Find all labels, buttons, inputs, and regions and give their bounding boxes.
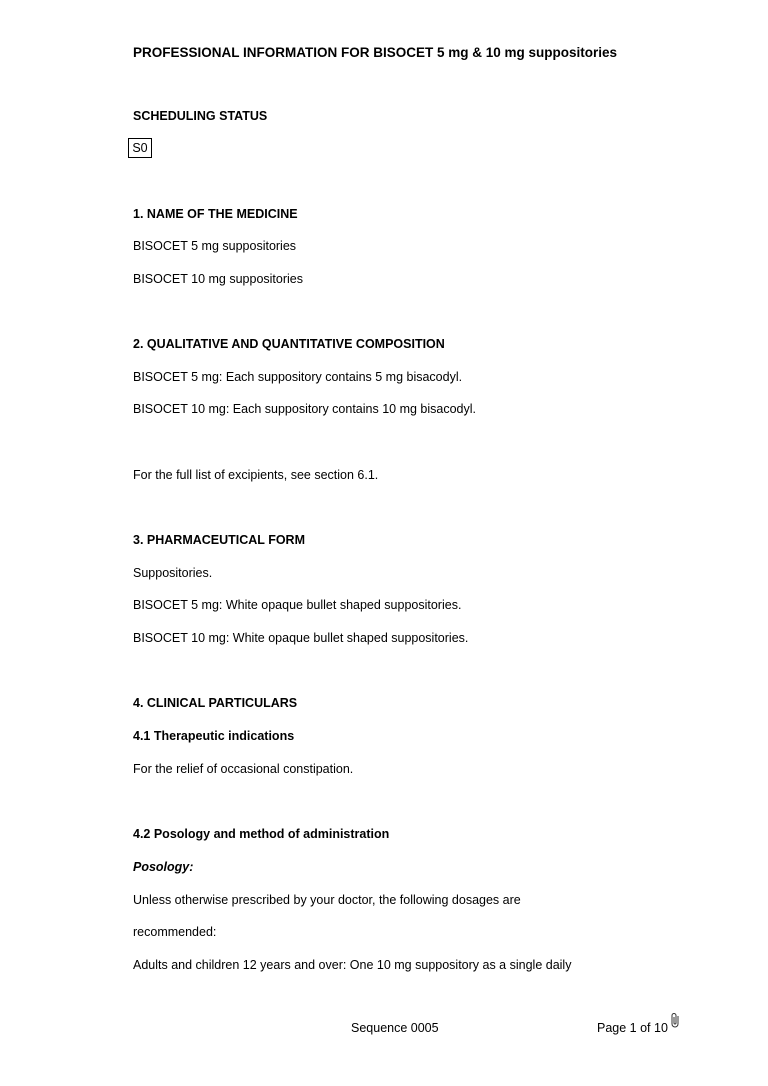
- section-2-note: For the full list of excipients, see section 6.1.: [133, 468, 379, 482]
- document-title: PROFESSIONAL INFORMATION FOR BISOCET 5 mg & 10 mg suppositories: [133, 45, 618, 60]
- section-1-line: BISOCET 5 mg suppositories: [133, 239, 297, 253]
- section-1-line: BISOCET 10 mg suppositories: [133, 272, 303, 286]
- section-3-heading: 3. PHARMACEUTICAL FORM: [133, 533, 305, 547]
- section-2-line: BISOCET 5 mg: Each suppository contains 5 mg bisacodyl.: [133, 370, 463, 384]
- section-3-line: Suppositories.: [133, 566, 213, 580]
- posology-line: recommended:: [133, 925, 217, 939]
- footer-sequence: Sequence 0005: [351, 1021, 439, 1035]
- section-3-line: BISOCET 5 mg: White opaque bullet shaped suppositories.: [133, 598, 462, 612]
- paperclip-icon: [669, 1012, 683, 1030]
- section-2-line: BISOCET 10 mg: Each suppository contains 10 mg bisacodyl.: [133, 402, 476, 416]
- section-4-1-heading: 4.1 Therapeutic indications: [133, 729, 295, 743]
- section-4-heading: 4. CLINICAL PARTICULARS: [133, 696, 298, 710]
- section-4-1-text: For the relief of occasional constipation.: [133, 762, 354, 776]
- section-4-2-heading: 4.2 Posology and method of administration: [133, 827, 390, 841]
- section-2-heading: 2. QUALITATIVE AND QUANTITATIVE COMPOSITION: [133, 337, 445, 351]
- footer-page-number: Page 1 of 10: [597, 1021, 668, 1035]
- section-3-line: BISOCET 10 mg: White opaque bullet shaped suppositories.: [133, 631, 469, 645]
- scheduling-status-heading: SCHEDULING STATUS: [133, 109, 268, 123]
- posology-line: Unless otherwise prescribed by your doctor, the following dosages are: [133, 893, 521, 907]
- scheduling-status-box: S0: [128, 138, 152, 158]
- section-1-heading: 1. NAME OF THE MEDICINE: [133, 207, 298, 221]
- posology-line: Adults and children 12 years and over: One 10 mg suppository as a single daily: [133, 958, 572, 972]
- posology-label: Posology:: [133, 860, 194, 874]
